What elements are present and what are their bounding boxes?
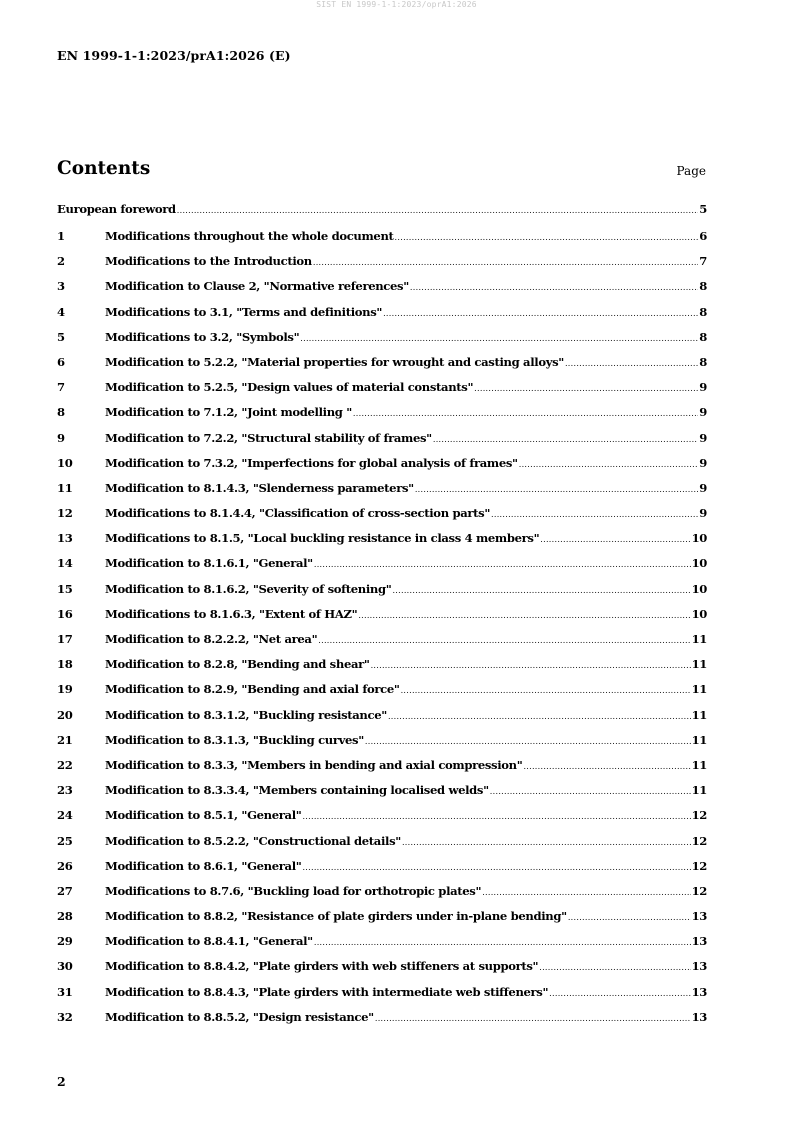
toc-entry-title: Modification to 8.3.3, "Members in bending and axial compression" — [105, 757, 523, 772]
toc-entry[interactable] — [57, 907, 707, 932]
toc-entry-title: Modification to 8.5.2.2, "Constructional details" — [105, 833, 401, 848]
toc-leader-dots — [371, 657, 691, 675]
toc-entry-number: 3 — [57, 279, 65, 294]
toc-entry-number: 22 — [57, 757, 73, 772]
toc-entry-number: 14 — [57, 556, 73, 571]
toc-entry-number: 9 — [57, 430, 65, 445]
toc-leader-dots — [519, 456, 699, 474]
toc-entry-title: Modification to 8.3.1.3, "Buckling curves" — [105, 732, 364, 747]
toc-entry[interactable] — [57, 277, 707, 302]
toc-leader-dots — [565, 355, 698, 373]
toc-leader-dots — [353, 405, 698, 423]
toc-entry-page: 9 — [699, 405, 707, 420]
toc-entry-number: 16 — [57, 606, 73, 621]
toc-entry-title: Modifications to 3.1, "Terms and definitions" — [105, 304, 383, 319]
toc-entry[interactable] — [57, 580, 707, 605]
toc-entry-page: 11 — [691, 783, 707, 798]
toc-entry[interactable] — [57, 655, 707, 680]
toc-leader-dots — [365, 733, 691, 751]
toc-entry-title: Modification to 7.1.2, "Joint modelling " — [105, 405, 352, 420]
toc-entry-number: 4 — [57, 304, 65, 319]
toc-leader-dots — [410, 279, 698, 297]
toc-entry[interactable] — [57, 529, 707, 554]
toc-entry-title: Modification to 8.8.4.2, "Plate girders with web stiffeners at supports" — [105, 959, 539, 974]
toc-leader-dots — [358, 607, 690, 625]
toc-entry-title: Modification to 8.8.5.2, "Design resistance" — [105, 1009, 374, 1024]
toc-entry-number: 1 — [57, 229, 65, 243]
toc-entry-page: 6 — [699, 229, 707, 243]
toc-entry-title: Modifications to 8.7.6, "Buckling load for orthotropic plates" — [105, 883, 482, 898]
toc-entry[interactable] — [57, 957, 707, 982]
toc-entry[interactable] — [57, 252, 707, 277]
toc-entry-page: 8 — [699, 279, 707, 294]
toc-entry-page: 9 — [699, 506, 707, 521]
toc-entry-number: 27 — [57, 883, 73, 898]
toc-leader-dots — [383, 305, 698, 323]
toc-entry-page: 13 — [691, 1009, 707, 1024]
toc-entry[interactable] — [57, 454, 707, 479]
toc-entry-number: 21 — [57, 732, 73, 747]
toc-entry-page: 13 — [691, 909, 707, 924]
toc-entry-page: 10 — [691, 531, 707, 546]
toc-entry-number: 19 — [57, 682, 73, 697]
toc-entries — [57, 227, 707, 1033]
toc-entry-title: Modification to 7.3.2, "Imperfections for global analysis of frames" — [105, 455, 518, 470]
toc-entry-title: Modification to 8.1.6.1, "General" — [105, 556, 313, 571]
toc-leader-dots — [302, 808, 690, 826]
toc-entry-number: 28 — [57, 909, 73, 924]
toc-leader-dots — [401, 682, 691, 700]
toc-entry-number: 5 — [57, 329, 65, 344]
toc-entry-title: Modification to 8.1.4.3, "Slenderness parameters" — [105, 480, 414, 495]
toc-entry-page: 9 — [699, 480, 707, 495]
toc-entry-number: 8 — [57, 405, 65, 420]
toc-entry-page: 11 — [691, 757, 707, 772]
toc-entry[interactable] — [57, 932, 707, 957]
toc-entry-number: 11 — [57, 480, 73, 495]
toc-entry-number: 6 — [57, 354, 65, 369]
toc-leader-dots — [539, 959, 690, 977]
watermark: SIST EN 1999-1-1:2023/oprA1:2026 — [316, 0, 477, 9]
toc-entry-number: 24 — [57, 808, 73, 823]
toc-leader-dots — [392, 582, 690, 600]
toc-entry[interactable] — [57, 857, 707, 882]
toc-entry-title: Modification to 7.2.2, "Structural stability of frames" — [105, 430, 432, 445]
toc-leader-dots — [388, 708, 691, 726]
toc-entry[interactable] — [57, 353, 707, 378]
toc-entry-title: Modifications to the Introduction — [105, 254, 312, 269]
toc-entry-page: 12 — [691, 808, 707, 823]
toc-entry[interactable] — [57, 303, 707, 328]
toc-entry-title: Modification to 8.1.6.2, "Severity of softening" — [105, 581, 392, 596]
toc-entry-page: 12 — [691, 858, 707, 873]
toc-leader-dots — [314, 556, 691, 574]
toc-entry-number: 12 — [57, 506, 73, 521]
toc-entry[interactable] — [57, 479, 707, 504]
toc-entry-title: Modifications to 8.1.6.3, "Extent of HAZ" — [105, 606, 358, 621]
toc-entry-title: Modification to 8.2.8, "Bending and shear" — [105, 657, 370, 672]
toc-leader-dots — [318, 632, 690, 650]
toc-entry-foreword[interactable] — [57, 200, 707, 227]
toc-entry-title: Modification to Clause 2, "Normative references" — [105, 279, 409, 294]
toc-entry-page: 9 — [699, 430, 707, 445]
toc-entry-number: 31 — [57, 984, 73, 999]
toc-entry-page: 10 — [691, 581, 707, 596]
toc-leader-dots — [314, 934, 691, 952]
toc-entry-title: Modification to 8.8.2, "Resistance of plate girders under in-plane bending" — [105, 909, 567, 924]
table-of-contents — [57, 200, 707, 1033]
toc-entry-number: 29 — [57, 934, 73, 949]
toc-entry-number: 25 — [57, 833, 73, 848]
toc-entry-title: Modifications throughout the whole document — [105, 229, 394, 243]
toc-entry-page: 11 — [691, 632, 707, 646]
toc-entry-page: 12 — [691, 833, 707, 848]
toc-entry-title: Modification to 5.2.5, "Design values of material constants" — [105, 380, 474, 395]
toc-leader-dots — [300, 330, 698, 348]
toc-entry-page: 11 — [691, 657, 707, 672]
toc-entry[interactable] — [57, 1008, 707, 1033]
toc-entry-title: Modification to 8.3.3.4, "Members containing localised welds" — [105, 783, 489, 798]
document-id: EN 1999-1-1:2023/prA1:2026 (E) — [57, 48, 291, 63]
toc-entry-page: 11 — [691, 707, 707, 722]
toc-entry[interactable] — [57, 227, 707, 252]
toc-entry[interactable] — [57, 781, 707, 806]
toc-entry[interactable] — [57, 706, 707, 731]
toc-entry-page: 11 — [691, 682, 707, 697]
toc-entry[interactable] — [57, 731, 707, 756]
toc-entry[interactable] — [57, 832, 707, 857]
toc-entry[interactable] — [57, 983, 707, 1008]
toc-entry[interactable] — [57, 806, 707, 831]
toc-entry-page: 9 — [699, 455, 707, 470]
page-number: 2 — [57, 1074, 66, 1089]
toc-entry-number: 13 — [57, 531, 73, 546]
toc-entry-number: 30 — [57, 959, 73, 974]
toc-entry-number: 23 — [57, 783, 73, 798]
toc-entry[interactable] — [57, 328, 707, 353]
toc-entry-title: Modification to 8.8.4.3, "Plate girders with intermediate web stiffeners" — [105, 984, 549, 999]
toc-entry-page: 8 — [699, 304, 707, 319]
toc-leader-dots — [490, 783, 691, 801]
toc-entry[interactable] — [57, 756, 707, 781]
toc-entry-title: Modification to 8.5.1, "General" — [105, 808, 302, 823]
toc-entry-title: Modifications to 8.1.5, "Local buckling resistance in class 4 members" — [105, 531, 540, 546]
toc-entry-number: 7 — [57, 380, 65, 395]
page-column-label: Page — [676, 164, 706, 178]
toc-leader-dots — [375, 1010, 691, 1028]
toc-leader-dots — [402, 834, 691, 852]
toc-entry-title: Modification to 8.6.1, "General" — [105, 858, 302, 873]
toc-leader-dots — [549, 985, 690, 1003]
toc-entry-page: 9 — [699, 380, 707, 395]
toc-leader-dots — [482, 884, 690, 902]
toc-entry-title: Modification to 8.2.9, "Bending and axial force" — [105, 682, 400, 697]
toc-entry-title: Modification to 8.3.1.2, "Buckling resistance" — [105, 707, 387, 722]
toc-leader-dots — [415, 481, 698, 499]
toc-entry-page: 13 — [691, 934, 707, 949]
toc-entry[interactable] — [57, 882, 707, 907]
toc-entry-number: 20 — [57, 707, 73, 722]
toc-entry-page: 11 — [691, 732, 707, 747]
toc-entry-title: European foreword — [57, 202, 176, 216]
toc-leader-dots — [540, 531, 690, 549]
toc-entry-page: 7 — [699, 254, 707, 269]
toc-leader-dots — [395, 229, 699, 247]
toc-entry-number: 18 — [57, 657, 73, 672]
toc-entry-page: 10 — [691, 606, 707, 621]
toc-entry[interactable] — [57, 429, 707, 454]
toc-leader-dots — [177, 202, 699, 220]
toc-entry-title: Modification to 8.8.4.1, "General" — [105, 934, 313, 949]
toc-leader-dots — [302, 859, 690, 877]
toc-entry-page: 5 — [699, 202, 707, 216]
toc-entry-title: Modification to 8.2.2.2, "Net area" — [105, 632, 318, 646]
toc-entry-number: 32 — [57, 1009, 73, 1024]
toc-entry[interactable] — [57, 378, 707, 403]
toc-entry-page: 10 — [691, 556, 707, 571]
toc-leader-dots — [568, 909, 691, 927]
toc-entry-number: 10 — [57, 455, 73, 470]
toc-entry-page: 8 — [699, 329, 707, 344]
toc-entry[interactable] — [57, 605, 707, 630]
toc-entry-page: 12 — [691, 883, 707, 898]
toc-leader-dots — [491, 506, 698, 524]
toc-entry-page: 8 — [699, 354, 707, 369]
toc-leader-dots — [433, 431, 698, 449]
toc-entry[interactable] — [57, 403, 707, 428]
toc-entry-title: Modifications to 3.2, "Symbols" — [105, 329, 300, 344]
toc-entry-number: 17 — [57, 632, 73, 646]
contents-heading: Contents — [57, 158, 151, 179]
toc-entry-page: 13 — [691, 984, 707, 999]
toc-entry[interactable] — [57, 554, 707, 579]
toc-entry[interactable] — [57, 630, 707, 655]
toc-entry-number: 15 — [57, 581, 73, 596]
toc-leader-dots — [313, 254, 698, 272]
toc-entry-title: Modification to 5.2.2, "Material properties for wrought and casting alloys" — [105, 354, 564, 369]
toc-entry-title: Modifications to 8.1.4.4, "Classification of cross-section parts" — [105, 506, 491, 521]
toc-entry-number: 26 — [57, 858, 73, 873]
toc-entry-number: 2 — [57, 254, 65, 269]
toc-leader-dots — [523, 758, 690, 776]
toc-entry[interactable] — [57, 680, 707, 705]
toc-leader-dots — [474, 380, 698, 398]
toc-entry[interactable] — [57, 504, 707, 529]
toc-entry-page: 13 — [691, 959, 707, 974]
